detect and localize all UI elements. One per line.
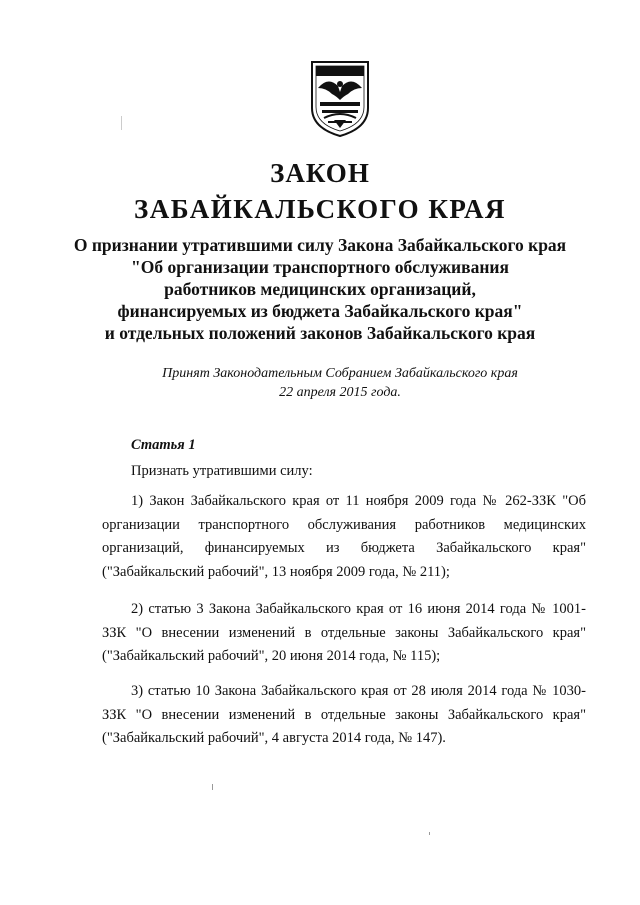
law-title: ЗАКОН [270,158,370,188]
adoption-date: 22 апреля 2015 года. [279,385,401,400]
subject-line: финансируемых из бюджета Забайкальского края" [117,301,523,321]
article-heading: Статья 1 [131,437,196,453]
article-item: 2) статью 3 Закона Забайкальского края от 16 июня 2014 года № 1001-ЗЗК "О внесении изменений в отдельные законы Забайкальского края" ("Забайкальский рабочий", 20 июня 2014 года, № 115); [102,601,586,664]
article-item: 1) Закон Забайкальского края от 11 ноября 2009 года № 262-ЗЗК "Об организации транспортного обслуживания работников медицинских организаций, финансируемых из бюджета Забайкальского края" ("Забайкальский рабочий", 13 ноября 2009 года, № 211); [102,493,586,580]
law-subject [60,234,580,344]
scan-artifact [121,116,122,130]
article-intro: Признать утратившими силу: [131,463,313,479]
scan-artifact [212,784,213,790]
subject-line: и отдельных положений законов Забайкальского края [104,323,536,343]
adoption-line: Принят Законодательным Собранием Забайкальского края [162,366,518,381]
law-region: ЗАБАЙКАЛЬСКОГО КРАЯ [134,194,506,224]
scan-artifact [429,832,430,835]
subject-line: "Об организации транспортного обслуживания [131,257,509,277]
subject-line: О признании утратившими силу Закона Забайкальского края [73,235,567,255]
article-item: 3) статью 10 Закона Забайкальского края от 28 июля 2014 года № 1030-ЗЗК "О внесении изменений в отдельные законы Забайкальского края" ("Забайкальский рабочий", 4 августа 2014 года, № 147). [102,683,586,746]
adoption-note [60,364,620,402]
coat-of-arms-icon [308,58,372,138]
subject-line: работников медицинских организаций, [164,279,476,299]
